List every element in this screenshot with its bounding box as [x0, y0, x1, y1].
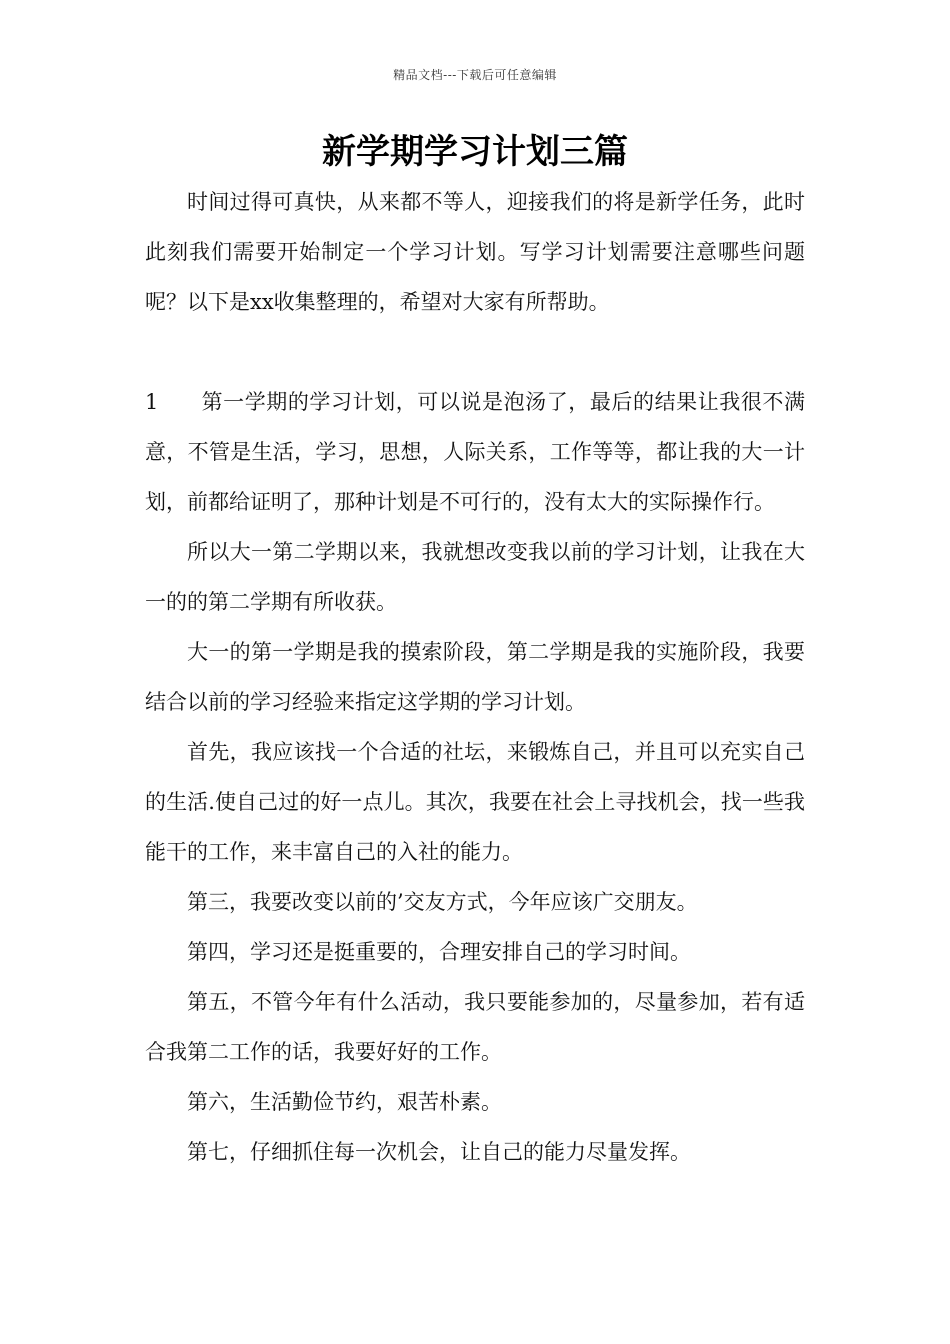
body-paragraph: 所以大一第二学期以来，我就想改变我以前的学习计划，让我在大一的的第二学期有所收获。	[145, 540, 805, 614]
paragraph-spacer	[145, 327, 805, 377]
body-paragraph: 第七，仔细抓住每一次机会，让自己的能力尽量发挥。	[187, 1140, 691, 1164]
section-number: 1	[145, 390, 159, 414]
body-paragraph: 第五，不管今年有什么活动，我只要能参加的，尽量参加，若有适合我第二工作的话，我要好好的工作。	[145, 990, 805, 1064]
document-body	[145, 177, 805, 1177]
numbered-paragraph	[145, 377, 805, 527]
body-paragraph: 大一的第一学期是我的摸索阶段，第二学期是我的实施阶段，我要结合以前的学习经验来指定这学期的学习计划。	[145, 640, 805, 714]
header-note: 精品文档---下载后可任意编辑	[393, 68, 557, 82]
intro-paragraph: 时间过得可真快，从来都不等人，迎接我们的将是新学任务，此时此刻我们需要开始制定一个学习计划。写学习计划需要注意哪些问题呢？以下是xx收集整理的，希望对大家有所帮助。	[145, 190, 805, 314]
body-paragraph: 第四，学习还是挺重要的，合理安排自己的学习时间。	[187, 940, 691, 964]
section-first-text: 第一学期的学习计划，可以说是泡汤了，最后的结果让我很不满意，不管是生活，学习，思想，人际关系，工作等等，都让我的大一计划，前都给证明了，那种计划是不可行的，没有太大的实际操作行。	[145, 390, 805, 514]
body-paragraph: 第三，我要改变以前的’交友方式，今年应该广交朋友。	[187, 890, 698, 914]
body-paragraph: 首先，我应该找一个合适的社坛，来锻炼自己，并且可以充实自己的生活.使自己过的好一点儿。其次，我要在社会上寻找机会，找一些我能干的工作，来丰富自己的入社的能力。	[145, 740, 805, 864]
document-title: 新学期学习计划三篇	[322, 132, 628, 172]
body-paragraph: 第六，生活勤俭节约，艰苦朴素。	[187, 1090, 502, 1114]
